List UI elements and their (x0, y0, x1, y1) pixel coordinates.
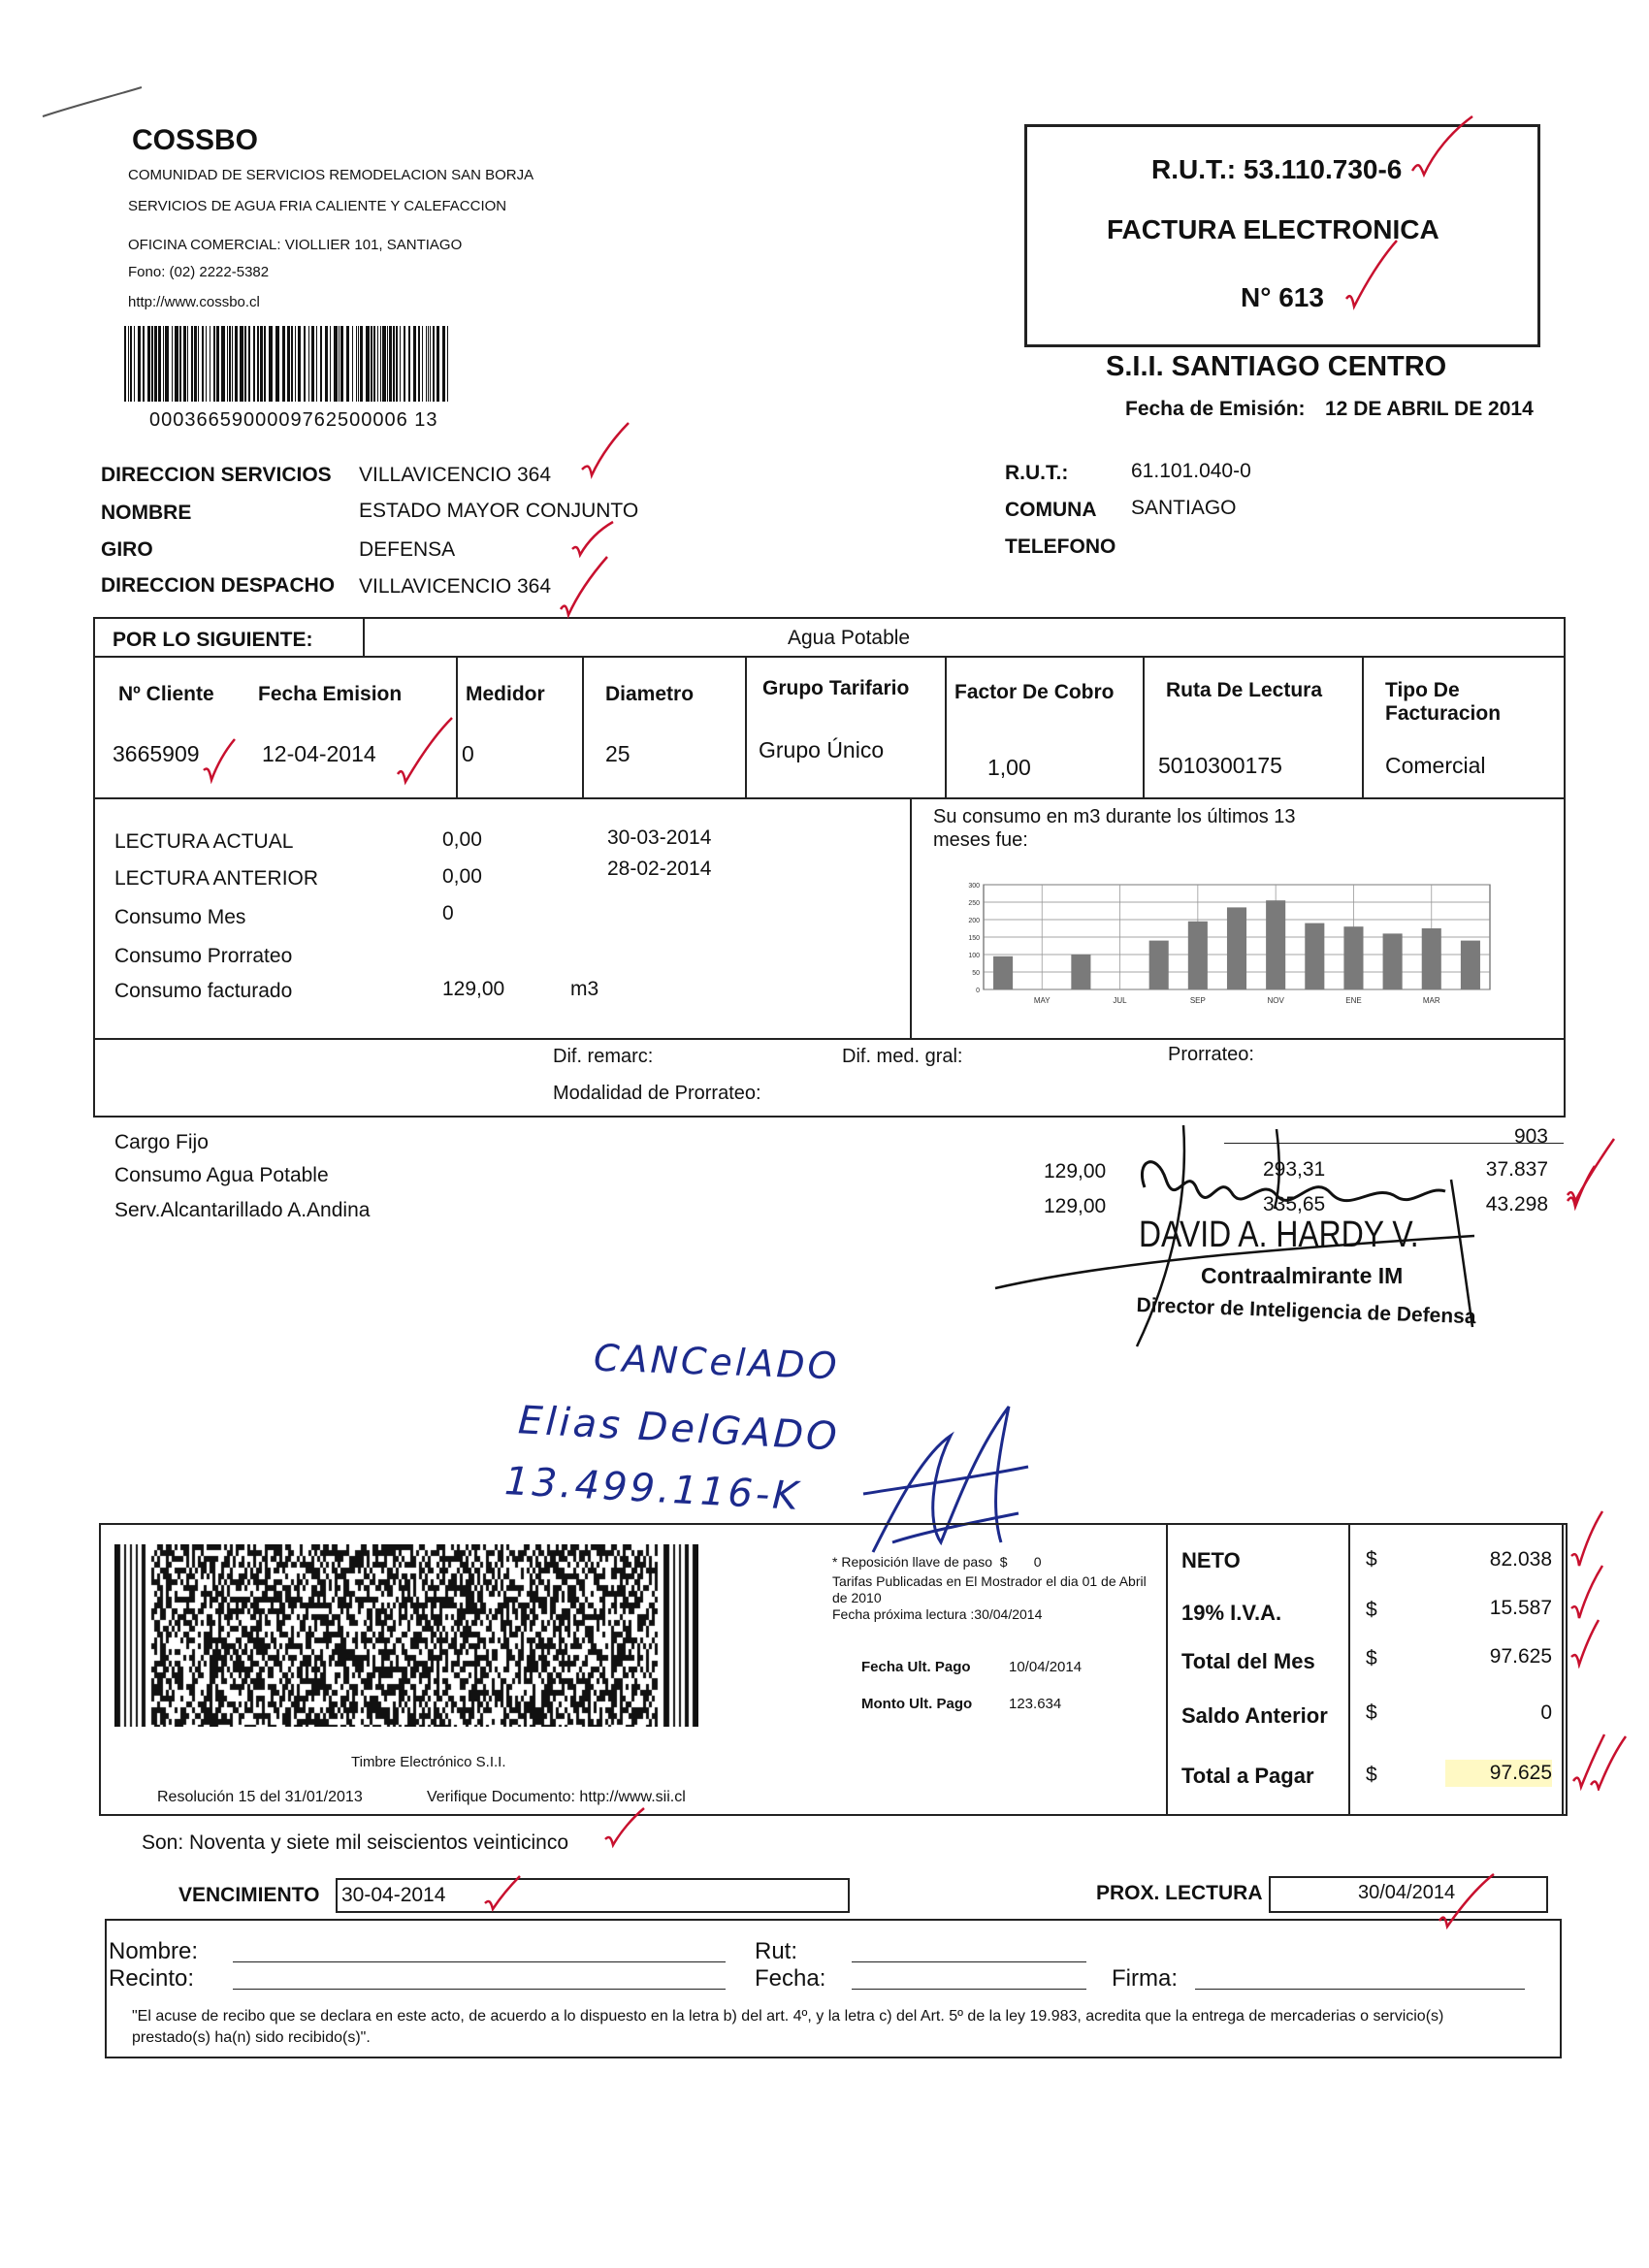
check-mark-icon (557, 555, 611, 619)
barcode-bar (260, 326, 263, 402)
total-a-pagar-label: Total a Pagar (1181, 1764, 1314, 1788)
barcode-bar (400, 326, 401, 402)
charge-qty: 129,00 (1044, 1195, 1107, 1217)
check-mark-icon (481, 1874, 524, 1913)
barcode-bar (240, 326, 243, 402)
note-tarifas: Tarifas Publicadas en El Mostrador el dia 01 de Abril de 2010 (832, 1573, 1147, 1605)
giro-label: GIRO (101, 538, 153, 561)
consumo-unit: m3 (570, 978, 599, 1000)
barcode-bar (198, 326, 199, 402)
chart-x-tick-label: NOV (1267, 996, 1284, 1005)
barcode-bar (163, 326, 164, 402)
barcode-bar (404, 326, 405, 402)
charge-qty: 129,00 (1044, 1160, 1107, 1183)
barcode-bar (298, 326, 301, 402)
handwritten-cancelado: CANCelADO (593, 1336, 841, 1388)
receipt-rut-label: Rut: (755, 1938, 798, 1964)
vencimiento-value: 30-04-2014 (341, 1884, 446, 1906)
barcode-bar (206, 326, 207, 402)
chart-caption: Su consumo en m3 durante los últimos 13 meses fue: (933, 806, 1296, 851)
medidor-value: 0 (462, 741, 474, 766)
check-mark-icon (1408, 114, 1476, 182)
chart-x-tick-label: MAR (1422, 996, 1440, 1005)
chart-y-tick-label: 200 (968, 918, 980, 924)
chart-bar (1227, 907, 1246, 989)
note-proxima: Fecha próxima lectura :30/04/2014 (832, 1606, 1043, 1622)
receipt-fecha-label: Fecha: (755, 1965, 826, 1992)
barcode-bar (330, 326, 331, 402)
lectura-actual-date: 30-03-2014 (607, 826, 712, 849)
timbre-label: Timbre Electrónico S.I.I. (351, 1754, 506, 1770)
company-line1: COMUNIDAD DE SERVICIOS REMODELACION SAN BORJA (128, 167, 534, 183)
barcode-bar (151, 326, 153, 402)
barcode-bar (275, 326, 279, 402)
total-currency: $ (1366, 1548, 1377, 1571)
lectura-anterior-date: 28-02-2014 (607, 858, 712, 880)
barcode-bar (154, 326, 157, 402)
barcode-bar (426, 326, 427, 402)
barcode-bar (442, 326, 445, 402)
ult-pago-value: 10/04/2014 (1009, 1659, 1083, 1675)
chart-bar (993, 956, 1013, 989)
nombre-value: ESTADO MAYOR CONJUNTO (359, 500, 639, 522)
barcode-bar (377, 326, 378, 402)
barcode-bar (287, 326, 290, 402)
barcode-bar (244, 326, 246, 402)
barcode-bar (413, 326, 416, 402)
por-lo-siguiente-label: POR LO SIGUIENTE: (113, 629, 313, 651)
barcode-bar (295, 326, 296, 402)
check-mark-icon (1568, 1564, 1606, 1622)
barcode-bar (179, 326, 181, 402)
company-name: COSSBO (132, 124, 259, 156)
check-mark-icon (1564, 1164, 1599, 1211)
receipt-firma-label: Firma: (1112, 1965, 1178, 1992)
timbre-verifique: Verifique Documento: http://www.sii.cl (427, 1789, 686, 1805)
ruta-value: 5010300175 (1158, 753, 1282, 778)
barcode-bar (158, 326, 161, 402)
charge-price: 293,31 (1263, 1158, 1326, 1181)
chart-y-tick-label: 50 (972, 970, 980, 977)
check-mark-icon (1342, 239, 1401, 312)
check-mark-icon (601, 1806, 648, 1849)
total-currency: $ (1366, 1599, 1377, 1621)
chart-y-tick-label: 150 (968, 935, 980, 942)
rut-value: 61.101.040-0 (1131, 460, 1251, 482)
check-mark-icon (1436, 1872, 1498, 1930)
total-label: NETO (1181, 1548, 1241, 1572)
pdf417-barcode (114, 1544, 698, 1727)
total-label: Total del Mes (1181, 1649, 1315, 1673)
barcode-bar (393, 326, 395, 402)
chart-y-tick-label: 100 (968, 953, 980, 959)
cliente-value: 3665909 (113, 741, 200, 766)
barcode-bar (128, 326, 129, 402)
total-currency: $ (1366, 1647, 1377, 1669)
barcode-bar (194, 326, 197, 402)
company-web: http://www.cossbo.cl (128, 294, 260, 310)
barcode-bar (373, 326, 375, 402)
tipo-value: Comercial (1385, 753, 1486, 778)
barcode-bar (232, 326, 233, 402)
total-value: 97.625 (1489, 1645, 1552, 1668)
chart-x-tick-label: JUL (1113, 996, 1127, 1005)
barcode-bar (227, 326, 228, 402)
lectura-anterior-label: LECTURA ANTERIOR (114, 867, 319, 890)
total-currency: $ (1366, 1701, 1377, 1724)
barcode-bar (269, 326, 273, 402)
barcode-bar (291, 326, 293, 402)
comuna-label: COMUNA (1005, 499, 1097, 521)
consumo-prorrateo-label: Consumo Prorrateo (114, 945, 293, 967)
sii-office: S.I.I. SANTIAGO CENTRO (1106, 351, 1447, 382)
prox-lectura-value: 30/04/2014 (1358, 1882, 1456, 1903)
emission-label: Fecha de Emisión: (1125, 398, 1306, 420)
barcode-bar (339, 326, 340, 402)
charge-amount: 37.837 (1485, 1158, 1548, 1181)
consumo-facturado-label: Consumo facturado (114, 980, 293, 1002)
dif-prorrateo: Prorrateo: (1168, 1044, 1254, 1065)
dif-modalidad: Modalidad de Prorrateo: (553, 1083, 761, 1104)
consumo-facturado-value: 129,00 (442, 978, 505, 1000)
dir-serv-value: VILLAVICENCIO 364 (359, 464, 552, 486)
pdf417-pattern (114, 1544, 698, 1727)
total-label: 19% I.V.A. (1181, 1601, 1282, 1625)
barcode-bar (389, 326, 392, 402)
telefono-label: TELEFONO (1005, 535, 1116, 558)
chart-bar (1266, 900, 1285, 989)
chart-bar (1071, 955, 1090, 989)
total-currency: $ (1366, 1764, 1377, 1786)
receipt-legal: "El acuse de recibo que se declara en este acto, de acuerdo a lo dispuesto en la letra b) del art. 4º, y la letra c) del Art. 5º de la ley 19.983, acredita que la entrega de mercaderias o servicio(s) prestado(s) ha(n) sido recibido(s)". (132, 2008, 1444, 2046)
nombre-label: NOMBRE (101, 502, 192, 524)
barcode-bar (253, 326, 255, 402)
chart-bar (1383, 933, 1403, 989)
total-value: 82.038 (1489, 1548, 1552, 1571)
factor-header: Factor De Cobro (954, 681, 1115, 703)
barcode-bar (264, 326, 266, 402)
rut-label: R.U.T.: (1005, 462, 1069, 484)
barcode-number: 0003665900009762500006 13 (149, 409, 438, 431)
barcode-bar (175, 326, 178, 402)
consumo-mes-label: Consumo Mes (114, 906, 246, 928)
lectura-actual-label: LECTURA ACTUAL (114, 830, 294, 853)
barcode-bar (433, 326, 435, 402)
chart-x-tick-label: SEP (1189, 996, 1206, 1005)
barcode-bar (340, 326, 343, 402)
barcode-bar (360, 326, 363, 402)
barcode-bar (308, 326, 309, 402)
chart-y-tick-label: 300 (968, 883, 980, 890)
fecha-header: Fecha Emision (258, 683, 403, 705)
barcode-bar (396, 326, 398, 402)
ruta-header: Ruta De Lectura (1166, 679, 1323, 701)
tipo-header: Tipo De Facturacion (1385, 679, 1502, 725)
grupo-value: Grupo Único (759, 737, 885, 762)
invoice-rut: R.U.T.: 53.110.730-6 (1151, 154, 1403, 184)
total-label: Saldo Anterior (1181, 1703, 1328, 1728)
barcode-bar (147, 326, 150, 402)
charge-label: Consumo Agua Potable (114, 1164, 329, 1186)
barcode-bar (320, 326, 322, 402)
invoice-type: FACTURA ELECTRONICA (1107, 214, 1439, 244)
barcode-bar (408, 326, 410, 402)
giro-value: DEFENSA (359, 538, 456, 561)
barcode-bar (380, 326, 381, 402)
monto-label: Monto Ult. Pago (861, 1696, 973, 1712)
barcode (124, 326, 448, 402)
barcode-bar (346, 326, 349, 402)
dif-med-gral: Dif. med. gral: (842, 1046, 963, 1067)
stamp-role: Director de Inteligencia de Defensa (1136, 1294, 1476, 1329)
check-mark-icon (568, 520, 617, 559)
handwritten-rut: 13.499.116-K (503, 1459, 802, 1519)
chart-x-tick-label: MAY (1033, 996, 1051, 1005)
consumption-chart (951, 877, 1513, 1015)
dir-desp-value: VILLAVICENCIO 364 (359, 575, 552, 598)
chart-bar (1343, 926, 1363, 989)
barcode-bar (436, 326, 439, 402)
charge-price: 335,65 (1263, 1193, 1326, 1215)
barcode-bar (316, 326, 317, 402)
cliente-header: Nº Cliente (118, 683, 214, 705)
charge-amount: 43.298 (1485, 1193, 1548, 1215)
barcode-bar (187, 326, 188, 402)
barcode-bar (325, 326, 328, 402)
ult-pago-label: Fecha Ult. Pago (861, 1659, 971, 1675)
barcode-bar (235, 326, 238, 402)
timbre-resolucion: Resolución 15 del 31/01/2013 (157, 1789, 363, 1805)
barcode-bar (334, 326, 338, 402)
receipt-nombre-label: Nombre: (109, 1938, 199, 1964)
barcode-bar (213, 326, 215, 402)
barcode-bar (352, 326, 353, 402)
handwritten-name: Elias DelGADO (517, 1398, 841, 1460)
barcode-bar (311, 326, 314, 402)
prox-lectura-box (1269, 1876, 1548, 1913)
barcode-bar (447, 326, 448, 402)
fecha-value: 12-04-2014 (262, 741, 376, 766)
receipt-recinto-label: Recinto: (109, 1965, 195, 1992)
barcode-bar (382, 326, 386, 402)
stamp-rank: Contraalmirante IM (1201, 1263, 1404, 1288)
diametro-header: Diametro (605, 683, 695, 705)
company-phone: Fono: (02) 2222-5382 (128, 264, 270, 280)
barcode-bar (257, 326, 259, 402)
chart-bar (1305, 923, 1324, 989)
barcode-bar (216, 326, 219, 402)
charge-label: Cargo Fijo (114, 1131, 209, 1153)
chart-bar (1422, 928, 1441, 989)
barcode-bar (282, 326, 285, 402)
check-mark-icon (578, 421, 632, 479)
dif-remarc: Dif. remarc: (553, 1046, 654, 1067)
barcode-bar (229, 326, 231, 402)
chart-bar (1149, 941, 1169, 989)
barcode-bar (387, 326, 388, 402)
check-mark-icon (394, 716, 456, 786)
lectura-anterior-value: 0,00 (442, 865, 482, 888)
factor-value: 1,00 (987, 755, 1031, 780)
barcode-bar (138, 326, 141, 402)
total-value: 0 (1540, 1701, 1552, 1724)
chart-x-tick-label: ENE (1345, 996, 1362, 1005)
charge-label: Serv.Alcantarillado A.Andina (114, 1199, 371, 1221)
barcode-bar (221, 326, 225, 402)
scan-mark (39, 83, 146, 122)
barcode-bar (430, 326, 431, 402)
dir-serv-label: DIRECCION SERVICIOS (101, 464, 332, 486)
chart-bar (1188, 922, 1208, 989)
note-reposicion: * Reposición llave de paso $ 0 (832, 1554, 1042, 1570)
barcode-bar (172, 326, 173, 402)
total-value: 15.587 (1489, 1597, 1552, 1619)
barcode-bar (371, 326, 372, 402)
barcode-bar (183, 326, 186, 402)
invoice-number: N° 613 (1241, 282, 1324, 312)
stamp-name: DAVID A. HARDY V. (1139, 1215, 1419, 1255)
barcode-bar (418, 326, 420, 402)
barcode-bar (202, 326, 204, 402)
vencimiento-label: VENCIMIENTO (178, 1884, 320, 1906)
monto-value: 123.634 (1009, 1696, 1062, 1712)
barcode-bar (366, 326, 370, 402)
barcode-bar (248, 326, 250, 402)
company-office: OFICINA COMERCIAL: VIOLLIER 101, SANTIAGO (128, 237, 463, 253)
barcode-bar (304, 326, 306, 402)
chart-y-tick-label: 0 (976, 988, 980, 994)
emission-date: 12 DE ABRIL DE 2014 (1325, 398, 1534, 420)
barcode-bar (165, 326, 169, 402)
diametro-value: 25 (605, 741, 630, 766)
barcode-bar (428, 326, 429, 402)
grupo-header: Grupo Tarifario (762, 677, 910, 699)
amount-in-words: Son: Noventa y siete mil seiscientos veinticinco (142, 1831, 569, 1854)
barcode-bar (422, 326, 423, 402)
barcode-bar (134, 326, 135, 402)
vencimiento-box (336, 1878, 850, 1913)
barcode-bar (130, 326, 132, 402)
check-mark-icon (200, 737, 239, 784)
chart-bar (1461, 941, 1480, 989)
chart-y-tick-label: 250 (968, 900, 980, 907)
barcode-bar (356, 326, 357, 402)
medidor-header: Medidor (466, 683, 545, 705)
consumo-mes-value: 0 (442, 902, 454, 924)
check-mark-icon (1568, 1509, 1606, 1571)
comuna-value: SANTIAGO (1131, 497, 1237, 519)
total-a-pagar-value: 97.625 (1445, 1760, 1552, 1787)
check-mark-icon (1568, 1618, 1602, 1669)
dir-desp-label: DIRECCION DESPACHO (101, 574, 336, 597)
service-type: Agua Potable (788, 627, 911, 649)
charge-amount: 903 (1513, 1125, 1548, 1148)
company-line2: SERVICIOS DE AGUA FRIA CALIENTE Y CALEFACCION (128, 198, 507, 214)
check-mark-icon (1571, 1733, 1630, 1791)
barcode-bar (124, 326, 126, 402)
barcode-bar (191, 326, 193, 402)
barcode-bar (358, 326, 359, 402)
lectura-actual-value: 0,00 (442, 828, 482, 851)
barcode-bar (143, 326, 145, 402)
prox-lectura-label: PROX. LECTURA (1096, 1882, 1263, 1904)
